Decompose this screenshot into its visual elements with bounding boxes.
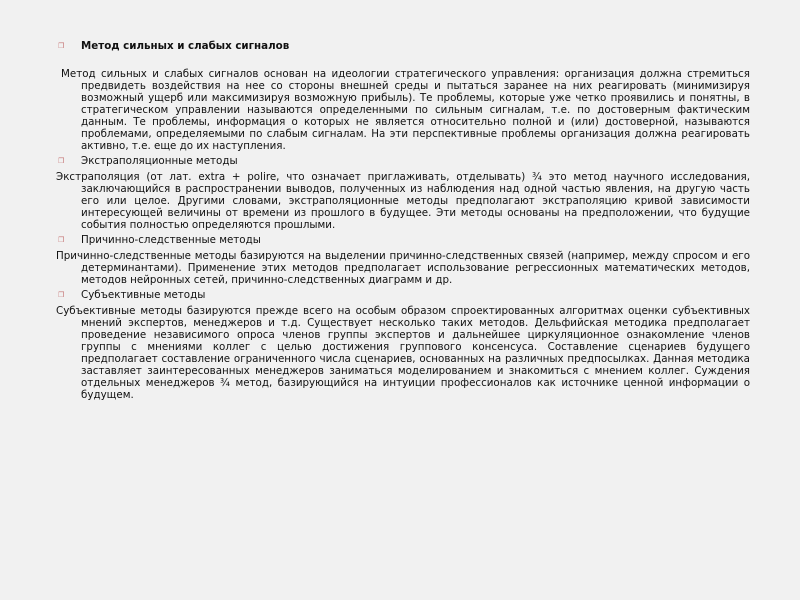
bullet-marker-icon: ❒ xyxy=(58,236,65,244)
paragraph-subjective: Субъективные методы базируются прежде всего на особым образом спроектированных алгоритмах оценки субъективных мнений экспертов, менеджеров и т.д. Существует несколько таких методов. Дельфийская методика предполагает проведение независимого опроса членов группы экспертов и дальнейшее циркуляционное ознакомление членов группы с мнениями коллег с целью достижения группового консенсуса. Составление сценариев будущего предполагает составление ограниченного числа сценариев, основанных на различных предпосылках. Данная методика заставляет заинтересованных менеджеров заниматься моделированием и знакомиться с мнением коллег. Суждения отдельных менеджеров ¾ метод, базирующийся на интуиции профессионалов как источнике ценной информации о будущем. xyxy=(56,305,750,401)
bullet-causal xyxy=(56,234,750,246)
bullet-marker-icon: ❒ xyxy=(58,157,65,165)
bullet-heading-signals xyxy=(56,40,750,52)
bullet-subjective xyxy=(56,289,750,301)
paragraph-extrapolation: Экстраполяция (от лат. extra + polire, что означает приглаживать, отделывать) ¾ это метод научного исследования, заключающийся в распространении выводов, полученных из наблюдения над одной частью явления, на другую часть его или целое. Другими словами, экстраполяционные методы предполагают экстраполяцию кривой зависимости интересующей величины от времени из прошлого в будущее. Эти методы основаны на предположении, что будущие события полностью определяются прошлыми. xyxy=(56,171,750,231)
paragraph-signals: Метод сильных и слабых сигналов основан на идеологии стратегического управления: организация должна стремиться предвидеть воздействия на нее со стороны внешней среды и пытаться заранее на них реагировать (минимизируя возможный ущерб или максимизируя возможную прибыль). Те проблемы, которые уже четко проявились и понятны, в стратегическом управлении называются определенными по сильным сигналам, т.е. по достоверным фактическим данным. Те проблемы, информация о которых не является относительно полной и (или) достоверной, называются проблемами, определяемыми по слабым сигналам. На эти перспективные проблемы организация должна реагировать активно, т.е. еще до их наступления. xyxy=(61,68,750,152)
bullet-marker-icon: ❒ xyxy=(58,291,65,299)
bullet-text: Метод сильных и слабых сигналов xyxy=(81,40,290,52)
bullet-text: Экстраполяционные методы xyxy=(81,155,238,167)
slide-content xyxy=(56,40,750,404)
bullet-marker-icon: ❒ xyxy=(58,42,65,50)
bullet-text: Субъективные методы xyxy=(81,289,206,301)
paragraph-causal: Причинно-следственные методы базируются на выделении причинно-следственных связей (например, между спросом и его детерминантами). Применение этих методов предполагает использование регрессионных математических методов, методов нейронных сетей, причинно-следственных диаграмм и др. xyxy=(56,250,750,286)
bullet-text: Причинно-следственные методы xyxy=(81,234,261,246)
bullet-extrapolation xyxy=(56,155,750,167)
